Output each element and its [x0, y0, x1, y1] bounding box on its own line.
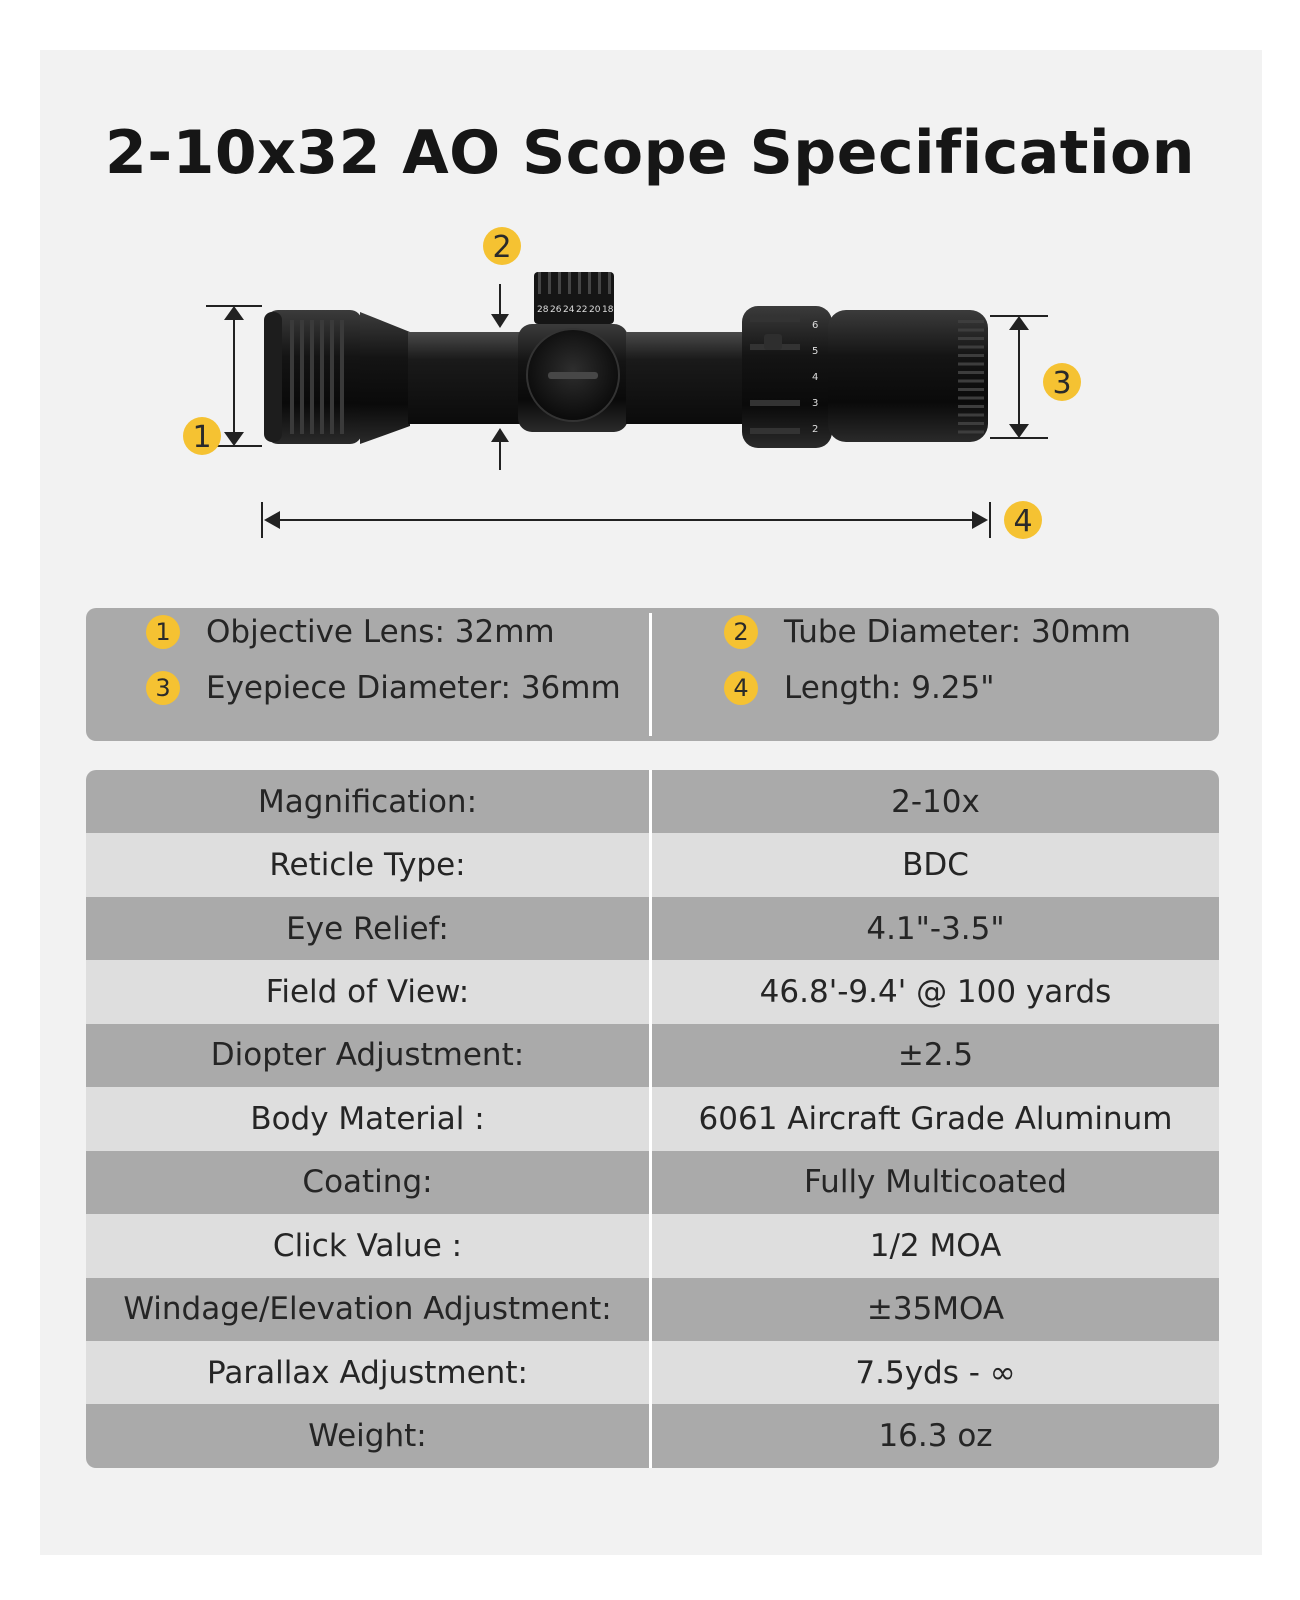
summary-divider — [649, 613, 652, 736]
eyepiece-rib — [958, 397, 984, 400]
eyepiece-rib — [958, 354, 984, 357]
scope-body — [264, 272, 988, 448]
dial-number: 24 — [563, 305, 575, 315]
badge-2 — [483, 227, 521, 265]
summary-text: Eyepiece Diameter: 36mm — [206, 670, 621, 706]
scope-illustration — [0, 220, 1300, 580]
spec-label: Weight: — [308, 1418, 427, 1455]
spec-value: ±2.5 — [897, 1037, 974, 1074]
svg-text:1: 1 — [192, 420, 212, 455]
spec-value: 2-10x — [891, 783, 980, 820]
dial-number: 18 — [602, 305, 614, 315]
summary-text: Objective Lens: 32mm — [206, 614, 555, 650]
table-row — [86, 770, 1219, 833]
summary-text: Tube Diameter: 30mm — [784, 614, 1131, 650]
table-row — [86, 1214, 1219, 1277]
svg-text:3: 3 — [1052, 366, 1072, 401]
summary-length — [724, 670, 995, 706]
eyepiece-rib — [958, 346, 984, 349]
spec-label: Windage/Elevation Adjustment: — [123, 1291, 612, 1328]
table-row — [86, 1404, 1219, 1467]
spec-label: Field of View: — [265, 974, 470, 1011]
spec-label: Reticle Type: — [269, 847, 466, 884]
dial-number: 26 — [550, 305, 562, 315]
spec-value: 7.5yds - ∞ — [855, 1354, 1016, 1391]
badge-icon: 4 — [724, 671, 758, 705]
spec-table — [86, 770, 1219, 1468]
spec-label: Coating: — [302, 1164, 433, 1201]
summary-text: Length: 9.25" — [784, 670, 995, 706]
table-row — [86, 1087, 1219, 1150]
eyepiece-rib — [958, 422, 984, 425]
spec-value: 6061 Aircraft Grade Aluminum — [698, 1100, 1173, 1137]
spec-value: BDC — [902, 847, 969, 884]
spec-value: ±35MOA — [866, 1291, 1005, 1328]
eyepiece-rib — [958, 405, 984, 408]
dial-number: 28 — [537, 305, 549, 315]
eyepiece-rib — [958, 320, 984, 323]
summary-box — [86, 608, 1219, 741]
badge-icon: 2 — [724, 615, 758, 649]
turret-number: 6 — [812, 320, 819, 331]
eyepiece-rib — [958, 388, 984, 391]
spec-label: Body Material : — [250, 1100, 485, 1137]
scope-diagram — [0, 220, 1300, 580]
eyepiece-rib — [958, 431, 984, 434]
spec-value: 4.1"-3.5" — [866, 910, 1005, 947]
badge-icon: 3 — [146, 671, 180, 705]
spec-value: 46.8'-9.4' @ 100 yards — [759, 974, 1112, 1011]
eyepiece-rib — [958, 414, 984, 417]
turret-number: 5 — [812, 346, 819, 357]
badge-icon: 1 — [146, 615, 180, 649]
eyepiece-dimension — [990, 316, 1048, 438]
eyepiece-rib — [958, 371, 984, 374]
badge-3 — [1043, 363, 1081, 401]
svg-text:4: 4 — [1013, 504, 1033, 539]
spec-label: Eye Relief: — [286, 910, 449, 947]
table-row — [86, 960, 1219, 1023]
turret-number: 3 — [812, 398, 819, 409]
page-title: 2-10x32 AO Scope Specification — [105, 118, 1195, 188]
eyepiece-rib — [958, 337, 984, 340]
spec-label: Click Value : — [272, 1227, 463, 1264]
turret-number: 4 — [812, 372, 819, 383]
summary-tube — [724, 614, 1131, 650]
spec-value: Fully Multicoated — [804, 1164, 1067, 1201]
table-row — [86, 1341, 1219, 1404]
eyepiece-rib — [958, 329, 984, 332]
badge-1 — [183, 417, 221, 455]
table-row — [86, 833, 1219, 896]
spec-value: 1/2 MOA — [869, 1227, 1002, 1264]
table-row — [86, 1151, 1219, 1214]
dial-number: 22 — [576, 305, 588, 315]
table-row — [86, 1278, 1219, 1341]
table-row — [86, 897, 1219, 960]
svg-text:2: 2 — [492, 230, 512, 265]
badge-4 — [1004, 501, 1042, 539]
spec-label: Diopter Adjustment: — [210, 1037, 525, 1074]
length-dimension — [262, 502, 990, 538]
summary-eyepiece — [146, 670, 621, 706]
turret-number: 2 — [812, 424, 819, 435]
spec-value: 16.3 oz — [878, 1418, 993, 1455]
eyepiece-rib — [958, 380, 984, 383]
spec-label: Parallax Adjustment: — [207, 1354, 528, 1391]
eyepiece-rib — [958, 363, 984, 366]
dial-number: 20 — [589, 305, 601, 315]
summary-objective — [146, 614, 555, 650]
spec-label: Magnification: — [257, 783, 478, 820]
table-row — [86, 1024, 1219, 1087]
